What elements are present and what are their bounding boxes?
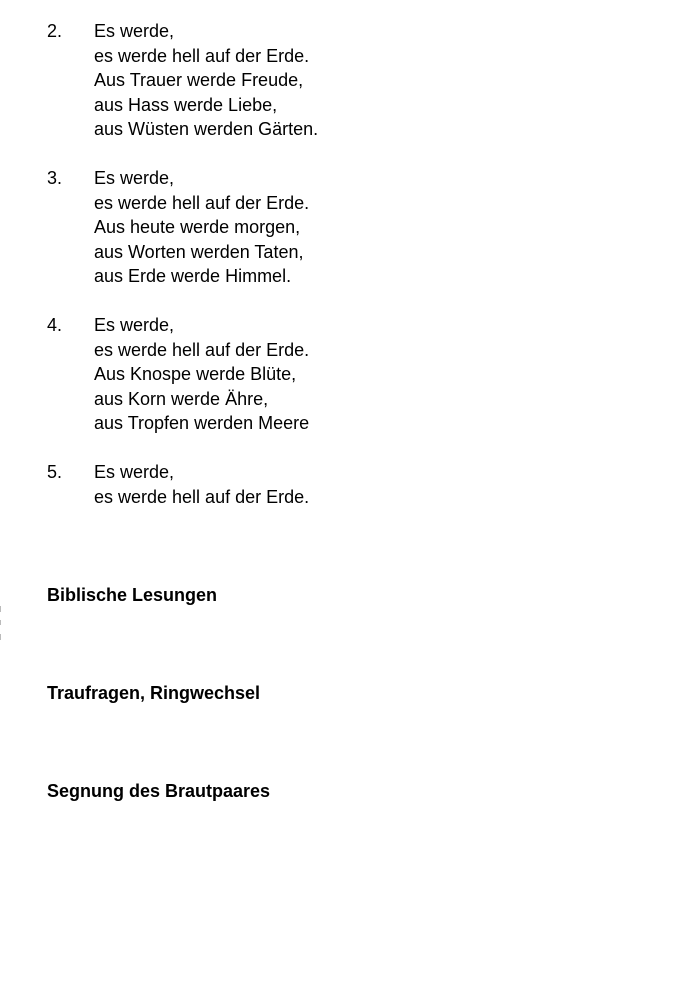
verse-line: Aus Knospe werde Blüte, (94, 364, 297, 384)
verse-line: Es werde, (94, 315, 175, 335)
verse-line: aus Worten werden Taten, (94, 241, 304, 262)
verse-lines (94, 166, 309, 289)
verse-line: Aus Trauer werde Freude, (94, 70, 304, 90)
verse-number: 3. (47, 168, 63, 188)
verse-line: Es werde, (94, 168, 175, 188)
verse-line: Aus heute werde morgen, (94, 217, 301, 237)
verse-line: es werde hell auf der Erde. (94, 45, 310, 66)
verse-number: 4. (47, 315, 63, 335)
heading-vows-ring-exchange: Traufragen, Ringwechsel (47, 683, 261, 703)
verse-line: es werde hell auf der Erde. (94, 486, 310, 507)
verse-line: aus Korn werde Ähre, (94, 388, 269, 409)
verse-lines (94, 19, 318, 142)
heading-biblical-readings: Biblische Lesungen (47, 585, 218, 605)
verse-lines (94, 313, 309, 436)
verse-lines (94, 460, 309, 509)
verse-line: aus Erde werde Himmel. (94, 266, 292, 286)
heading-blessing: Segnung des Brautpaares (47, 781, 271, 801)
verse-line: Es werde, (94, 21, 175, 41)
verse-line: aus Hass werde Liebe, (94, 94, 278, 115)
margin-mark (0, 606, 2, 642)
verse-line: aus Tropfen werden Meere (94, 413, 310, 433)
verse-line: es werde hell auf der Erde. (94, 339, 310, 360)
verse-number: 5. (47, 462, 63, 482)
verse-line: Es werde, (94, 462, 175, 482)
verse-line: es werde hell auf der Erde. (94, 192, 310, 213)
verse-number: 2. (47, 21, 63, 41)
verse-line: aus Wüsten werden Gärten. (94, 119, 319, 139)
